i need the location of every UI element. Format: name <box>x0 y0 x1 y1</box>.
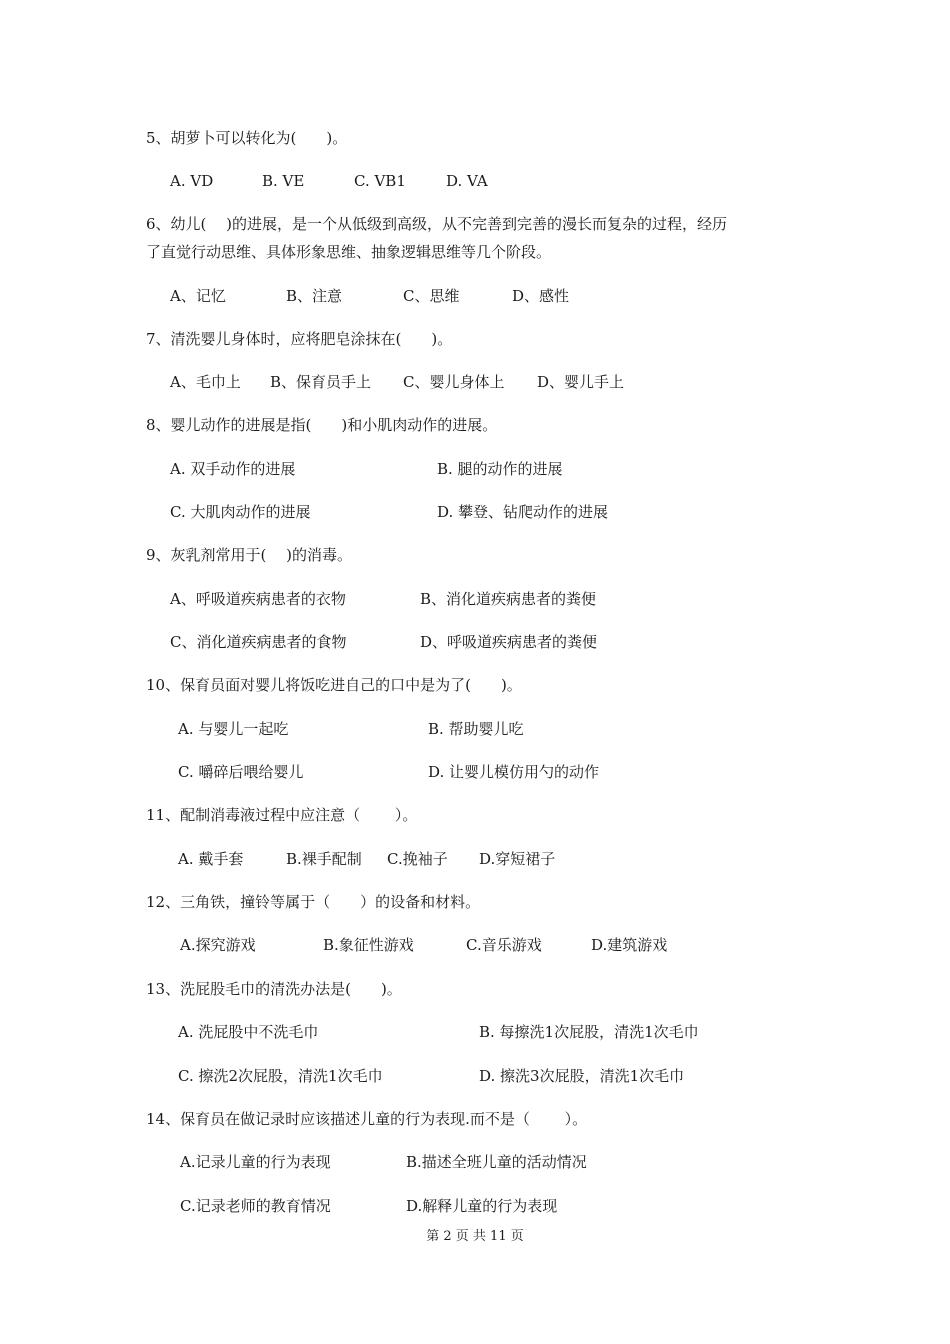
q8-option-c: C. 大肌肉动作的进展 <box>170 503 311 521</box>
page-number-footer: 第 2 页 共 11 页 <box>426 1229 524 1244</box>
question-5-stem: 5、胡萝卜可以转化为( )。 <box>146 129 348 147</box>
q8-option-d: D. 攀登、钻爬动作的进展 <box>437 503 609 521</box>
q6-option-c: C、思维 <box>403 287 460 305</box>
q12-option-b: B.象征性游戏 <box>323 936 414 954</box>
q9-option-c: C、消化道疾病患者的食物 <box>170 633 347 651</box>
question-12-stem: 12、三角铁，撞铃等属于（ ）的设备和材料。 <box>146 893 481 911</box>
q10-option-c: C. 嚼碎后喂给婴儿 <box>178 763 304 781</box>
question-6-stem: 6、幼儿( )的进展，是一个从低级到高级，从不完善到完善的漫长而复杂的过程，经历 <box>146 215 728 233</box>
q5-option-b: B. VE <box>262 172 305 190</box>
question-8-stem: 8、婴儿动作的进展是指( )和小肌肉动作的进展。 <box>146 416 498 434</box>
q13-option-d: D. 擦洗3次屁股，清洗1次毛巾 <box>479 1067 685 1085</box>
q10-option-a: A. 与婴儿一起吃 <box>178 720 289 738</box>
question-10-stem: 10、保育员面对婴儿将饭吃进自己的口中是为了( )。 <box>146 676 522 694</box>
q7-option-b: B、保育员手上 <box>270 373 372 391</box>
q7-option-d: D、婴儿手上 <box>537 373 625 391</box>
q9-option-b: B、消化道疾病患者的粪便 <box>420 590 597 608</box>
q8-option-a: A. 双手动作的进展 <box>170 460 296 478</box>
q11-option-c: C.挽袖子 <box>387 850 448 868</box>
q14-option-d: D.解释儿童的行为表现 <box>406 1197 558 1215</box>
q9-option-d: D、呼吸道疾病患者的粪便 <box>420 633 598 651</box>
q11-option-b: B.裸手配制 <box>286 850 362 868</box>
question-14-stem: 14、保育员在做记录时应该描述儿童的行为表现.而不是（ ）。 <box>146 1110 588 1128</box>
q10-option-b: B. 帮助婴儿吃 <box>428 720 524 738</box>
q11-option-d: D.穿短裙子 <box>479 850 556 868</box>
q11-option-a: A. 戴手套 <box>178 850 244 868</box>
q14-option-c: C.记录老师的教育情况 <box>180 1197 331 1215</box>
q13-option-b: B. 每擦洗1次屁股，清洗1次毛巾 <box>479 1023 699 1041</box>
q8-option-b: B. 腿的动作的进展 <box>437 460 563 478</box>
q13-option-c: C. 擦洗2次屁股，清洗1次毛巾 <box>178 1067 383 1085</box>
q6-option-d: D、感性 <box>512 287 570 305</box>
q5-option-d: D. VA <box>446 172 488 190</box>
q5-option-a: A. VD <box>170 172 214 190</box>
q14-option-a: A.记录儿童的行为表现 <box>180 1153 331 1171</box>
q14-option-b: B.描述全班儿童的活动情况 <box>406 1153 587 1171</box>
q5-option-c: C. VB1 <box>354 172 406 190</box>
question-9-stem: 9、灰乳剂常用于( )的消毒。 <box>146 546 353 564</box>
question-6-stem-continued: 了直觉行动思维、具体形象思维、抽象逻辑思维等几个阶段。 <box>146 243 552 261</box>
q9-option-a: A、呼吸道疾病患者的衣物 <box>170 590 346 608</box>
q7-option-c: C、婴儿身体上 <box>403 373 505 391</box>
q12-option-c: C.音乐游戏 <box>466 936 542 954</box>
q10-option-d: D. 让婴儿模仿用勺的动作 <box>428 763 600 781</box>
q6-option-b: B、注意 <box>286 287 343 305</box>
question-11-stem: 11、配制消毒液过程中应注意（ ）。 <box>146 806 418 824</box>
question-7-stem: 7、清洗婴儿身体时，应将肥皂涂抹在( )。 <box>146 330 453 348</box>
question-13-stem: 13、洗屁股毛巾的清洗办法是( )。 <box>146 980 402 998</box>
q6-option-a: A、记忆 <box>170 287 226 305</box>
q12-option-a: A.探究游戏 <box>180 936 256 954</box>
q12-option-d: D.建筑游戏 <box>591 936 668 954</box>
q13-option-a: A. 洗屁股中不洗毛巾 <box>178 1023 319 1041</box>
q7-option-a: A、毛巾上 <box>170 373 241 391</box>
